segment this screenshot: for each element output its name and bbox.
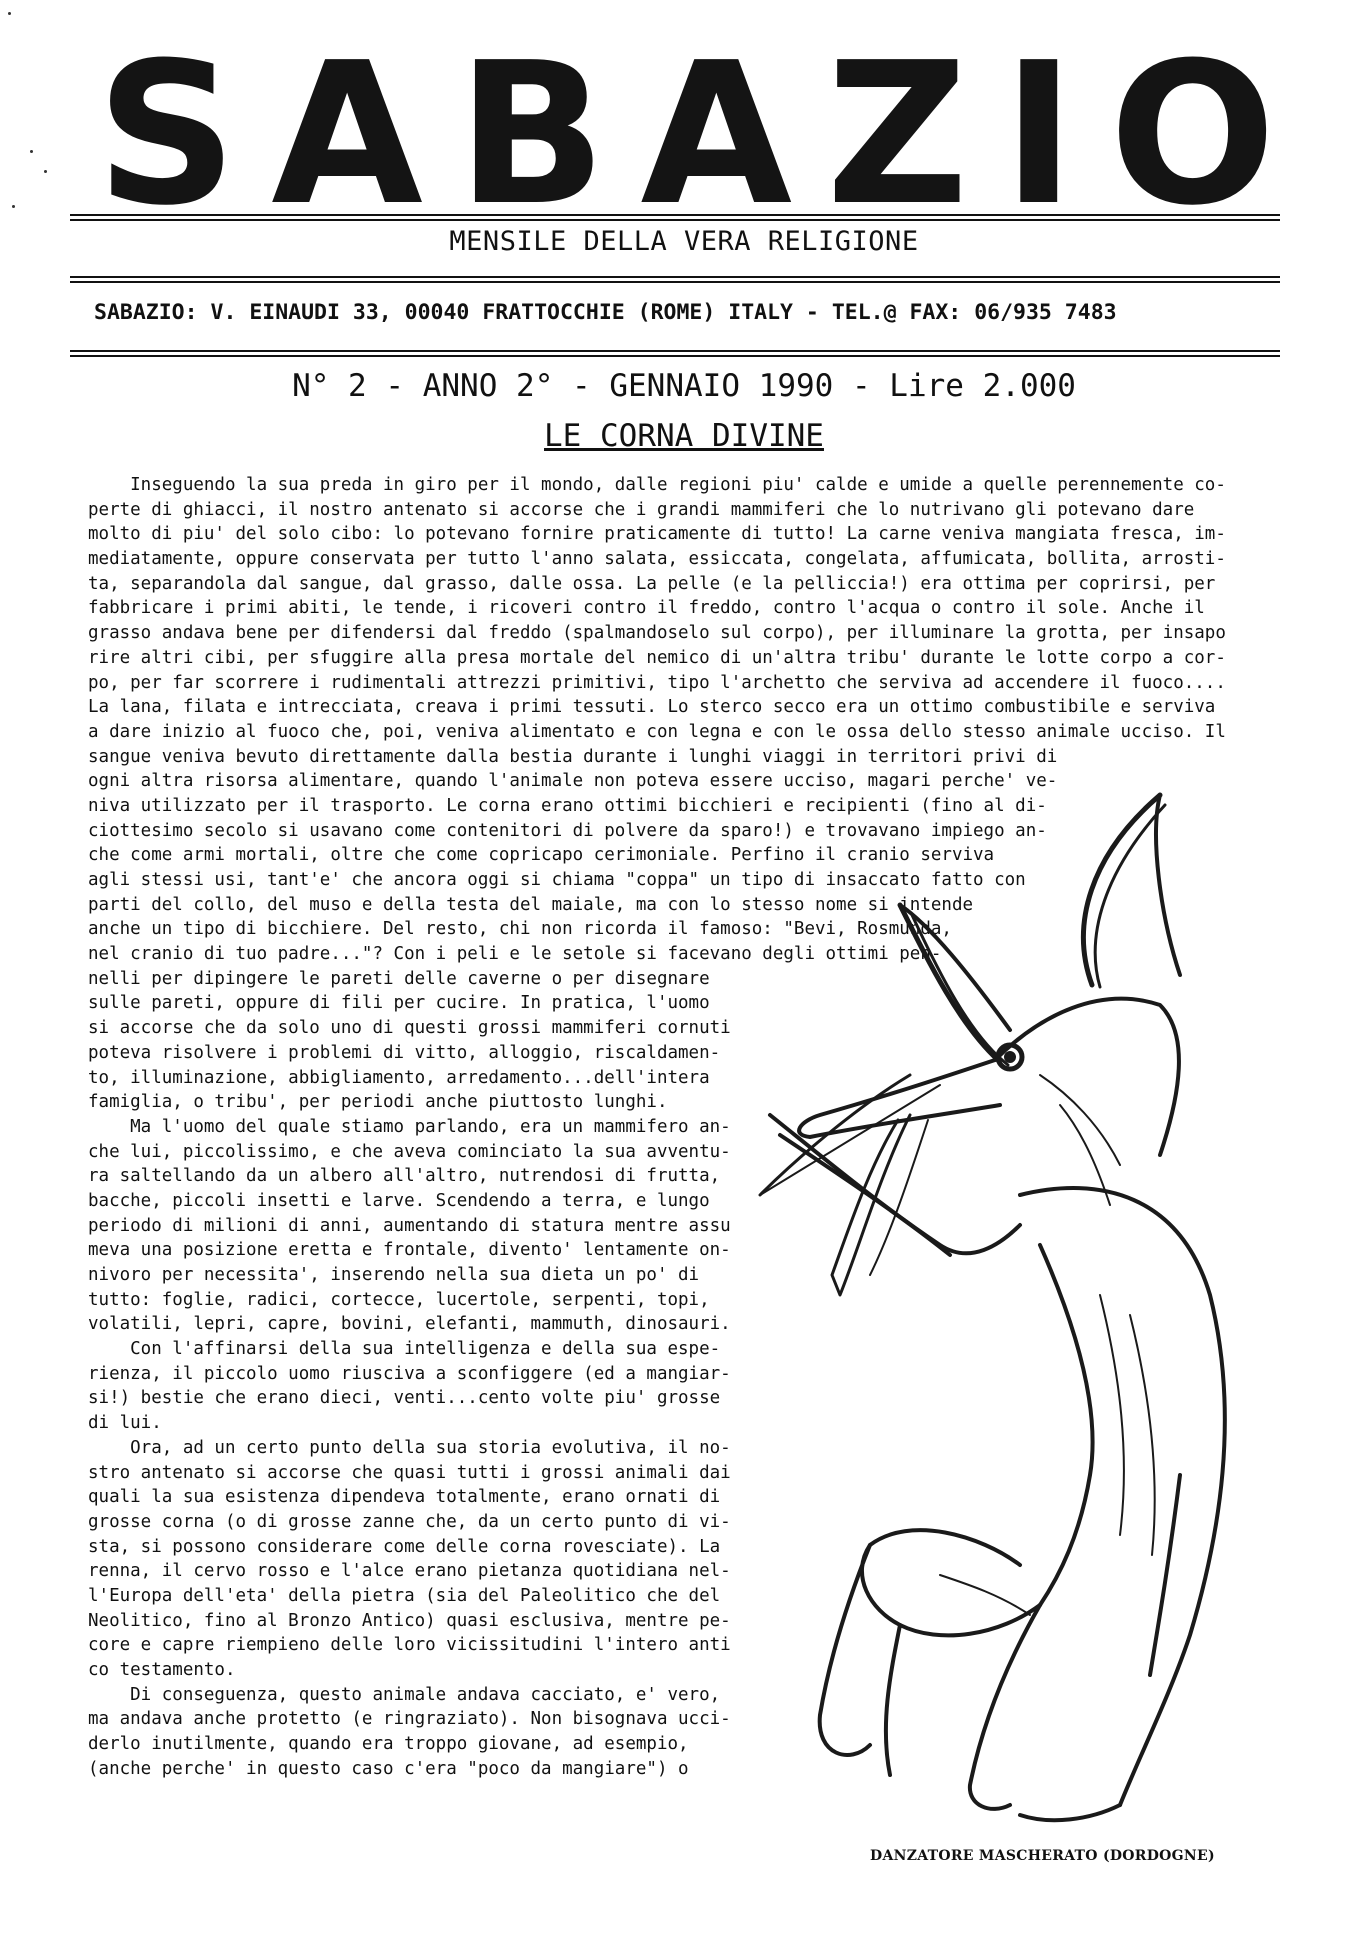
divider-rule (70, 281, 1280, 283)
masthead-letter: B (456, 21, 607, 249)
figure-caption: DANZATORE MASCHERATO (DORDOGNE) (870, 1848, 1215, 1864)
body-line: rienza, il piccolo uomo riusciva a sconfiggere (ed a mangiar- (88, 1363, 731, 1384)
body-line: La lana, filata e intrecciata, creava i primi tessuti. Lo sterco secco era un ottimo combustibile e serviva (88, 697, 1216, 718)
body-line: ciottesimo secolo si usavano come contenitori di polvere da sparo!) e trovavano impiego an- (88, 820, 1047, 841)
issue-line: N° 2 - ANNO 2° - GENNAIO 1990 - Lire 2.000 (292, 368, 1076, 404)
masthead-letter: A (640, 21, 793, 249)
body-line: volatili, lepri, capre, bovini, elefanti, mammuth, dinosauri. (88, 1314, 731, 1335)
body-line: Di conseguenza, questo animale andava cacciato, e' vero, (88, 1684, 721, 1705)
masthead-letter: A (271, 21, 423, 249)
body-line: stro antenato si accorse che quasi tutti i grossi animali dai (88, 1462, 731, 1483)
body-line: co testamento. (88, 1660, 236, 1680)
body-line: parti del collo, del muso e della testa del maiale, ma con lo stesso nome si intende (88, 894, 974, 915)
body-line: Ma l'uomo del quale stiamo parlando, era un mammifero an- (88, 1116, 731, 1137)
divider-rule (70, 276, 1280, 278)
body-line: di lui. (88, 1413, 162, 1434)
body-line: Inseguendo la sua preda in giro per il mondo, dalle regioni piu' calde e umide a quelle perennemente co- (88, 475, 1226, 495)
body-line: che come armi mortali, oltre che come copricapo cerimoniale. Perfino il cranio serviva (88, 845, 995, 866)
toner-speck (44, 170, 47, 173)
body-line: niva utilizzato per il trasporto. Le corna erano ottimi bicchieri e recipienti (fino al di- (88, 795, 1047, 816)
body-line: tutto: foglie, radici, cortecce, lucertole, serpenti, topi, (88, 1289, 710, 1310)
body-line: (anche perche' in questo caso c'era "poco da mangiare") o (88, 1758, 689, 1779)
body-line: Ora, ad un certo punto della sua storia evolutiva, il no- (88, 1437, 731, 1458)
body-line: bacche, piccoli insetti e larve. Scendendo a terra, e lungo (88, 1190, 710, 1211)
body-line: Neolitico, fino al Bronzo Antico) quasi esclusiva, mentre pe- (88, 1610, 731, 1631)
body-line: sulle pareti, oppure di fili per cucire. In pratica, l'uomo (88, 993, 710, 1014)
divider-rule (70, 219, 1280, 221)
body-line: renna, il cervo rosso e l'alce erano pietanza quotidiana nel- (88, 1561, 731, 1582)
body-line: che lui, piccolissimo, e che aveva cominciato la sua avventu- (88, 1141, 731, 1162)
body-line: po, per far scorrere i rudimentali attrezzi primitivi, tipo l'archetto che serviva ad accendere il fuoco.... (88, 672, 1226, 693)
body-line: l'Europa dell'eta' della pietra (sia del Paleolitico che del (88, 1585, 721, 1606)
body-line: famiglia, o tribu', per periodi anche piuttosto lunghi. (88, 1092, 668, 1113)
body-line: derlo inutilmente, quando era troppo giovane, ad esempio, (88, 1734, 689, 1755)
body-line: ta, separandola dal sangue, dal grasso, dalle ossa. La pelle (e la pelliccia!) era ottima per coprirsi, per (88, 573, 1216, 594)
body-line: periodo di milioni di anni, aumentando di statura mentre assu (88, 1215, 731, 1236)
body-line: Con l'affinarsi della sua intelligenza e della sua espe- (88, 1339, 721, 1360)
headline-text: LE CORNA DIVINE (544, 418, 824, 454)
divider-rule (70, 350, 1280, 352)
body-line: si accorse che da solo uno di questi grossi mammiferi cornuti (88, 1018, 731, 1039)
divider-rule (70, 214, 1280, 216)
masthead-letter: Z (826, 21, 969, 249)
body-line: nivoro per necessita', inserendo nella sua dieta un po' di (88, 1265, 700, 1285)
body-line: si!) bestie che erano dieci, venti...cento volte piu' grosse (88, 1388, 721, 1409)
body-line: rire altri cibi, per sfuggire alla presa mortale del nemico di un'altra tribu' durante le lotte corpo a cor- (88, 647, 1226, 668)
body-line: agli stessi usi, tant'e' che ancora oggi si chiama "coppa" un tipo di insaccato fatto con (88, 870, 1026, 890)
body-line: quali la sua esistenza dipendeva totalmente, erano ornati di (88, 1487, 721, 1508)
subtitle: MENSILE DELLA VERA RELIGIONE (449, 226, 919, 257)
body-line: ogni altra risorsa alimentare, quando l'animale non poteva essere ucciso, magari perche' ve- (88, 771, 1058, 792)
body-line: anche un tipo di bicchiere. Del resto, chi non ricorda il famoso: "Bevi, Rosmunda, (88, 919, 952, 940)
body-line: grasso andava bene per difendersi dal freddo (spalmandoselo sul corpo), per illuminare la grotta, per insapo (88, 623, 1226, 644)
masthead-letter: O (1109, 21, 1276, 249)
body-line: sta, si possono considerare come delle corna rovesciate). La (88, 1536, 721, 1557)
address-line: SABAZIO: V. EINAUDI 33, 00040 FRATTOCCHIE (ROME) ITALY - TEL.@ FAX: 06/935 7483 (94, 300, 1117, 325)
article-headline (0, 418, 1368, 454)
toner-speck (8, 12, 11, 15)
body-line: ma andava anche protetto (e ringraziato). Non bisognava ucci- (88, 1709, 731, 1730)
body-line: grosse corna (o di grosse zanne che, da un certo punto di vi- (88, 1511, 731, 1532)
body-line: a dare inizio al fuoco che, poi, veniva alimentato e con legna e con le ossa dello stesso animale ucciso. Il (88, 721, 1226, 742)
horned-dancer-drawing (740, 775, 1280, 1845)
masthead-letter: I (1002, 21, 1076, 249)
toner-speck (12, 205, 15, 208)
body-line: fabbricare i primi abiti, le tende, i ricoveri contro il freddo, contro l'acqua o contro il sole. Anche il (88, 598, 1205, 619)
body-line: nelli per dipingere le pareti delle caverne o per disegnare (88, 968, 710, 989)
masthead-letter: S (96, 21, 238, 249)
body-line: nel cranio di tuo padre..."? Con i peli e le setole si facevano degli ottimi pen- (88, 944, 942, 965)
body-line: mediatamente, oppure conservata per tutto l'anno salata, essiccata, congelata, affumicata, bollita, arrosti- (88, 549, 1226, 570)
body-line: poteva risolvere i problemi di vitto, alloggio, riscaldamen- (88, 1042, 721, 1063)
body-line: perte di ghiacci, il nostro antenato si accorse che i grandi mammiferi che lo nutrivano gli potevano dare (88, 499, 1195, 520)
body-line: to, illuminazione, abbigliamento, arredamento...dell'intera (88, 1067, 710, 1088)
divider-rule (70, 355, 1280, 357)
body-line: core e capre riempieno delle loro vicissitudini l'intero anti (88, 1635, 731, 1656)
horned-dancer-illustration (740, 775, 1280, 1845)
body-line: sangue veniva bevuto direttamente dalla bestia durante i lunghi viaggi in territori privi di (88, 746, 1058, 767)
body-line: meva una posizione eretta e frontale, divento' lentamente on- (88, 1240, 731, 1261)
body-line: ra saltellando da un albero all'altro, nutrendosi di frutta, (88, 1166, 721, 1187)
toner-speck (30, 150, 33, 153)
body-line: molto di piu' del solo cibo: lo potevano fornire praticamente di tutto! La carne veniva mangiata fresca, im- (88, 524, 1226, 545)
